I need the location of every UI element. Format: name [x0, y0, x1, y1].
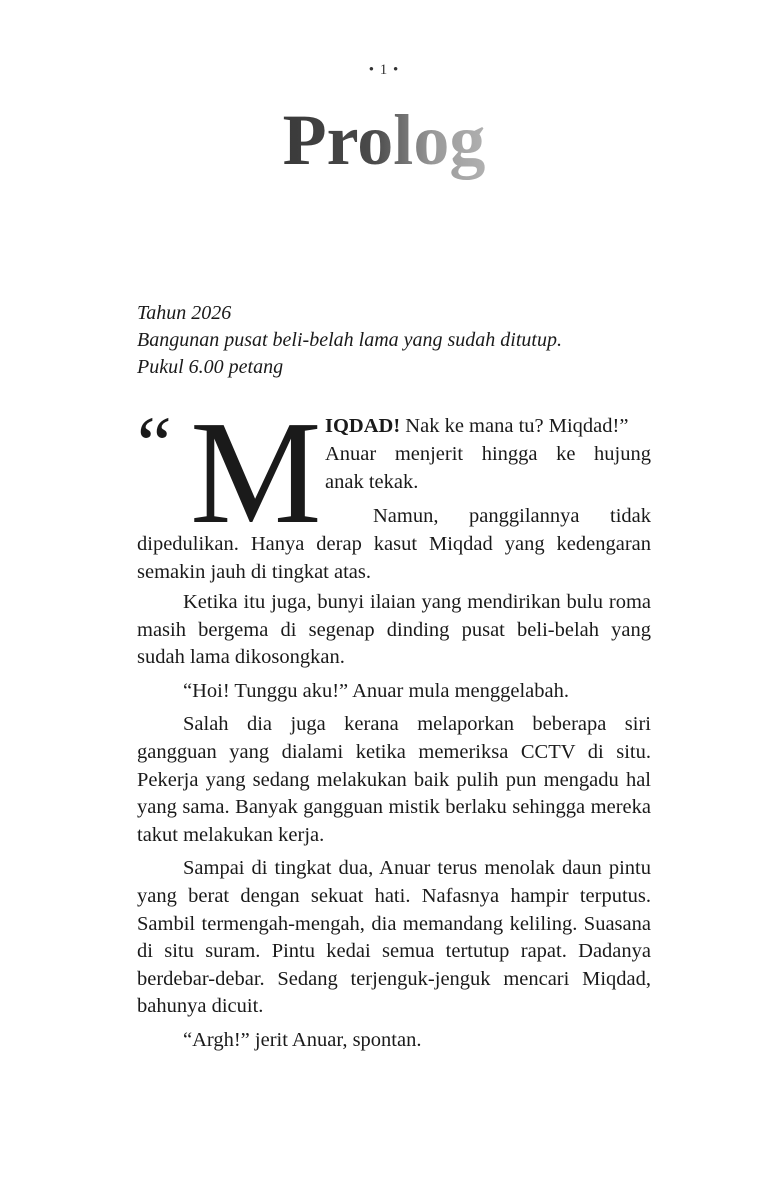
setting-place: Bangunan pusat beli-belah lama yang sudah ditutup. [137, 329, 562, 351]
opening-bold-word: IQDAD! [325, 415, 401, 437]
opening-line-6: semakin jauh di tingkat atas. [137, 560, 371, 583]
drop-cap: M [190, 391, 322, 555]
paragraph-5: “Argh!” jerit Anuar, spontan. [183, 1028, 422, 1051]
page-number: • 1 • [368, 62, 400, 78]
setting-block [137, 300, 657, 381]
paragraph-1: Ketika itu juga, bunyi ilaian yang mendirikan bulu roma masih bergema di segenap dinding pusat beli-belah yang sudah lama dikosongkan. [137, 591, 651, 669]
body-text [137, 391, 651, 1061]
chapter-title-text: Prolog [282, 100, 486, 180]
opening-line-1-rest: Nak ke mana tu? Miqdad!” [400, 415, 629, 437]
opening-continuation [137, 531, 651, 586]
paragraph-2: “Hoi! Tunggu aku!” Anuar mula menggelabah. [183, 679, 570, 702]
opening-line-3: anak tekak. [325, 471, 419, 493]
setting-time: Pukul 6.00 petang [137, 356, 284, 378]
opening-line-5: dipedulikan. Hanya derap kasut Miqdad yang kedengaran [137, 533, 651, 555]
opening-paragraph [137, 391, 651, 589]
opening-line-1 [325, 413, 651, 441]
chapter-title [0, 100, 768, 180]
opening-line-4: Namun, panggilannya tidak [373, 505, 651, 527]
paragraph-3: Salah dia juga kerana melaporkan beberapa siri gangguan yang dialami ketika memeriksa CCTV di situ. Pekerja yang sedang melakukan baik pulih pun mengadu hal yang sama. Banyak gangguan mistik berlaku sehingga mereka takut melakukan kerja. [137, 713, 651, 846]
opening-quote-mark: “ [137, 400, 172, 487]
paragraph-4: Sampai di tingkat dua, Anuar terus menolak daun pintu yang berat dengan sekuat hati. Nafasnya hampir terputus. Sambil termengah-mengah, dia memandang keliling. Suasana di situ suram. Pintu kedai semua tertutup rapat. Dadanya berdebar-debar. Sedang terjenguk-jenguk mencari Miqdad, bahunya dicuit. [137, 857, 651, 1018]
opening-line-2: Anuar menjerit hingga ke hujung [325, 443, 651, 465]
setting-year: Tahun 2026 [137, 302, 232, 324]
